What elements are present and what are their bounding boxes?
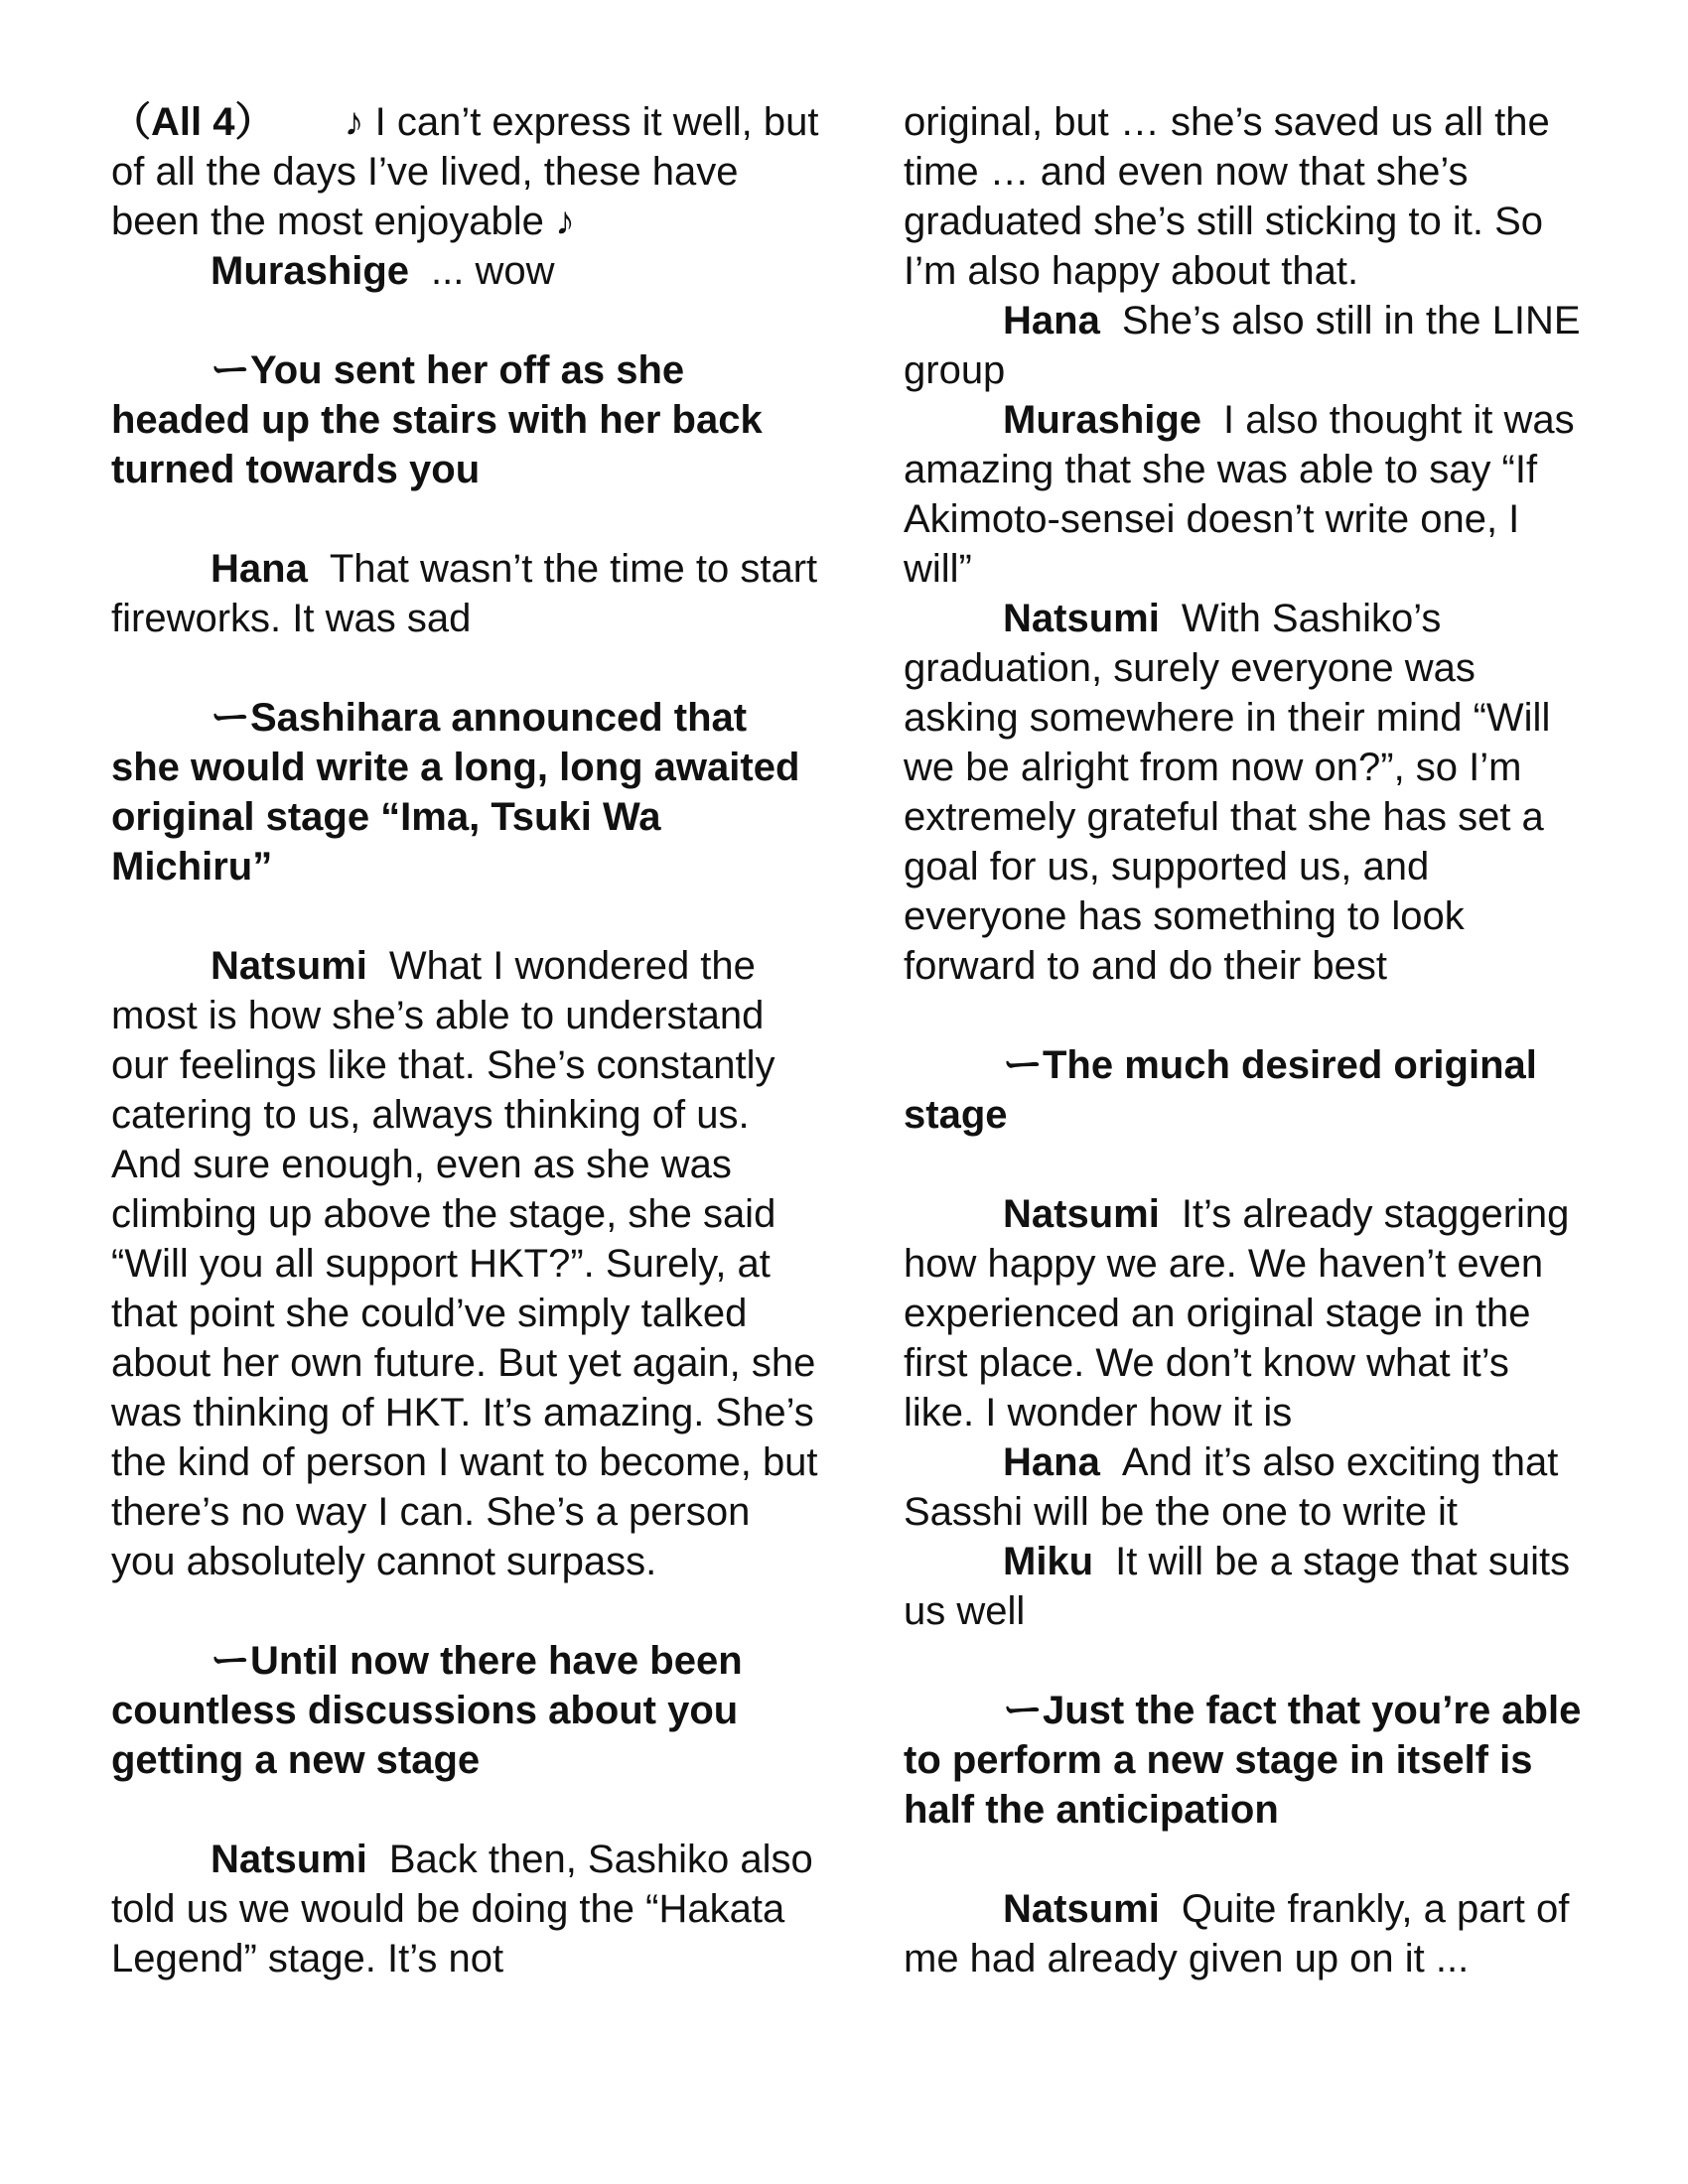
- dialogue-text: I also thought it was amazing that she was able to say “If Akimoto-sensei doesn’t write one, I will”: [904, 398, 1575, 591]
- question-text: Just the fact that you’re able to perform a new stage in itself is half the anticipation: [904, 1689, 1582, 1832]
- speaker-name: Miku: [1003, 1540, 1094, 1583]
- dialogue-text: ... wow: [431, 249, 555, 293]
- speaker-name: Natsumi: [1003, 1887, 1160, 1931]
- dialogue-text: It will be a stage that suits us well: [904, 1540, 1571, 1633]
- interview-question: [111, 345, 821, 494]
- question-dash: ー: [211, 696, 250, 740]
- dialogue-hana: [111, 544, 821, 643]
- speaker-name: Hana: [211, 547, 308, 591]
- dialogue-text: With Sashiko’s graduation, surely everyone was asking somewhere in their mind “Will we be alright from now on?”, so I’m extremely grateful that she has set a goal for us, supported us, and everyone has something to look forward to and do their best: [904, 597, 1551, 988]
- interview-question: [904, 1040, 1589, 1140]
- question-dash: ー: [1003, 1689, 1043, 1732]
- dialogue-text: She’s also still in the LINE group: [904, 299, 1581, 392]
- intro-lyric: [111, 97, 821, 246]
- dialogue-text: Back then, Sashiko also told us we would be doing the “Hakata Legend” stage. It’s not: [111, 1838, 813, 1980]
- question-text: Until now there have been countless discussions about you getting a new stage: [111, 1639, 743, 1782]
- speaker-name: Natsumi: [211, 1838, 367, 1881]
- dialogue-natsumi: [111, 1835, 821, 1983]
- speaker-name: Natsumi: [1003, 597, 1160, 640]
- left-column: [111, 97, 821, 1983]
- interview-question: [111, 1636, 821, 1785]
- dialogue-natsumi: [904, 594, 1589, 991]
- question-dash: ー: [211, 348, 250, 392]
- question-text: You sent her off as she headed up the stairs with her back turned towards you: [111, 348, 763, 491]
- question-dash: ー: [211, 1639, 250, 1683]
- dialogue-hana: [904, 296, 1589, 395]
- question-text: Sashihara announced that she would write a long, long awaited original stage “Ima, Tsuki Wa Michiru”: [111, 696, 800, 888]
- interview-question: [904, 1686, 1589, 1835]
- dialogue-text: What I wondered the most is how she’s able to understand our feelings like that. She’s constantly catering to us, always thinking of us. And sure enough, even as she was climbing up above the stage, she said “Will you all support HKT?”. Surely, at that point she could’ve simply talked about her own future. But yet again, she was thinking of HKT. It’s amazing. She’s the kind of person I want to become, but there’s no way I can. She’s a person you absolutely cannot surpass.: [111, 944, 818, 1583]
- dialogue-text: And it’s also exciting that Sasshi will be the one to write it: [904, 1440, 1559, 1534]
- dialogue-text: Quite frankly, a part of me had already given up on it ...: [904, 1887, 1570, 1980]
- dialogue-text: It’s already staggering how happy we are. We haven’t even experienced an original stage in the first place. We don’t know what it’s like. I wonder how it is: [904, 1192, 1570, 1434]
- speaker-name: Natsumi: [211, 944, 367, 988]
- question-text: The much desired original stage: [904, 1043, 1537, 1137]
- interview-question: [111, 693, 821, 891]
- dialogue-miku: [904, 1537, 1589, 1636]
- speaker-name: Murashige: [1003, 398, 1202, 442]
- dialogue-text: That wasn’t the time to start fireworks. It was sad: [111, 547, 818, 640]
- dialogue-natsumi: [904, 1884, 1589, 1983]
- dialogue-natsumi: [904, 1189, 1589, 1437]
- dialogue-murashige: [111, 246, 821, 296]
- all-four-label: （All 4）: [111, 100, 275, 144]
- dialogue-hana: [904, 1437, 1589, 1537]
- dialogue-murashige: [904, 395, 1589, 594]
- question-dash: ー: [1003, 1043, 1043, 1087]
- dialogue-continuation: original, but … she’s saved us all the time … and even now that she’s graduated she’s still sticking to it. So I’m also happy about that.: [904, 100, 1550, 293]
- lyric-text: ♪ I can’t express it well, but of all the days I’ve lived, these have been the most enjoyable ♪: [111, 100, 819, 243]
- dialogue-natsumi: [111, 941, 821, 1586]
- speaker-name: Hana: [1003, 1440, 1100, 1484]
- speaker-name: Murashige: [211, 249, 410, 293]
- right-column: [904, 97, 1589, 1983]
- speaker-name: Natsumi: [1003, 1192, 1160, 1236]
- speaker-name: Hana: [1003, 299, 1100, 342]
